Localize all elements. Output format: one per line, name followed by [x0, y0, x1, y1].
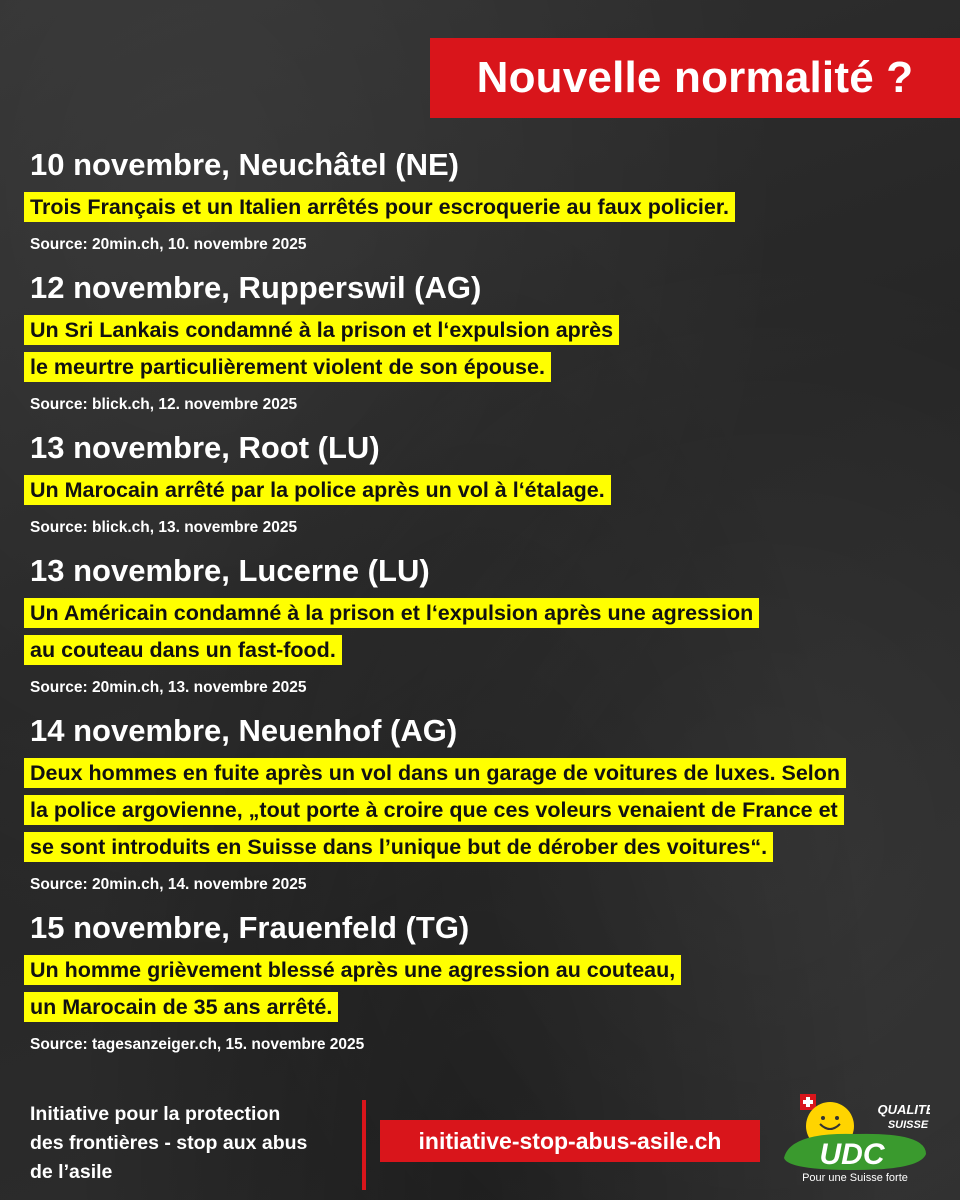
initiative-label: Initiative pour la protection des frontières - stop aux abus de l’asile [30, 1103, 308, 1183]
event-heading: 13 novembre, Root (LU) [30, 430, 380, 465]
event-item [30, 146, 940, 255]
event-item [30, 712, 940, 895]
event-source: Source: 20min.ch, 14. novembre 2025 [30, 876, 307, 893]
event-heading: 14 novembre, Neuenhof (AG) [30, 713, 458, 748]
footer-divider [362, 1100, 366, 1190]
event-source: Source: tagesanzeiger.ch, 15. novembre 2025 [30, 1036, 365, 1053]
udc-sun-logo-icon [780, 1088, 930, 1172]
event-item [30, 552, 940, 698]
event-summary: Deux hommes en fuite après un vol dans un garage de voitures de luxes. Selon la police argovienne, „tout porte à croire que ces voleurs venaient de France et se sont introduits en Suisse dans l’unique but de dérober des voitures“. [24, 758, 846, 862]
initiative-url-link[interactable]: initiative-stop-abus-asile.ch [418, 1127, 722, 1154]
event-source: Source: 20min.ch, 13. novembre 2025 [30, 679, 307, 696]
event-summary: Un Sri Lankais condamné à la prison et l‘expulsion après le meurtre particulièrement violent de son épouse. [24, 315, 619, 382]
event-heading: 13 novembre, Lucerne (LU) [30, 553, 430, 588]
url-badge[interactable] [380, 1120, 760, 1162]
event-summary: Un Américain condamné à la prison et l‘expulsion après une agression au couteau dans un fast-food. [24, 598, 759, 665]
badge-line1: QUALITÉ [877, 1102, 930, 1117]
page-title: Nouvelle normalité ? [476, 53, 914, 102]
badge-line2: SUISSE [887, 1119, 929, 1131]
logo-name: UDC [819, 1138, 885, 1171]
event-source: Source: blick.ch, 13. novembre 2025 [30, 519, 298, 536]
event-source: Source: blick.ch, 12. novembre 2025 [30, 396, 298, 413]
title-banner [430, 38, 960, 118]
udc-logo [780, 1088, 930, 1190]
event-source: Source: 20min.ch, 10. novembre 2025 [30, 236, 307, 253]
event-summary: Un homme grièvement blessé après une agression au couteau, un Marocain de 35 ans arrêté. [24, 955, 681, 1022]
event-heading: 12 novembre, Rupperswil (AG) [30, 270, 482, 305]
event-summary: Trois Français et un Italien arrêtés pour escroquerie au faux policier. [24, 192, 735, 222]
event-summary: Un Marocain arrêté par la police après un vol à l‘étalage. [24, 475, 611, 505]
event-item [30, 429, 940, 538]
event-item [30, 909, 940, 1055]
logo-tagline: Pour une Suisse forte [802, 1172, 908, 1184]
event-list [30, 146, 940, 1069]
event-heading: 15 novembre, Frauenfeld (TG) [30, 910, 470, 945]
event-item [30, 269, 940, 415]
event-heading: 10 novembre, Neuchâtel (NE) [30, 147, 459, 182]
